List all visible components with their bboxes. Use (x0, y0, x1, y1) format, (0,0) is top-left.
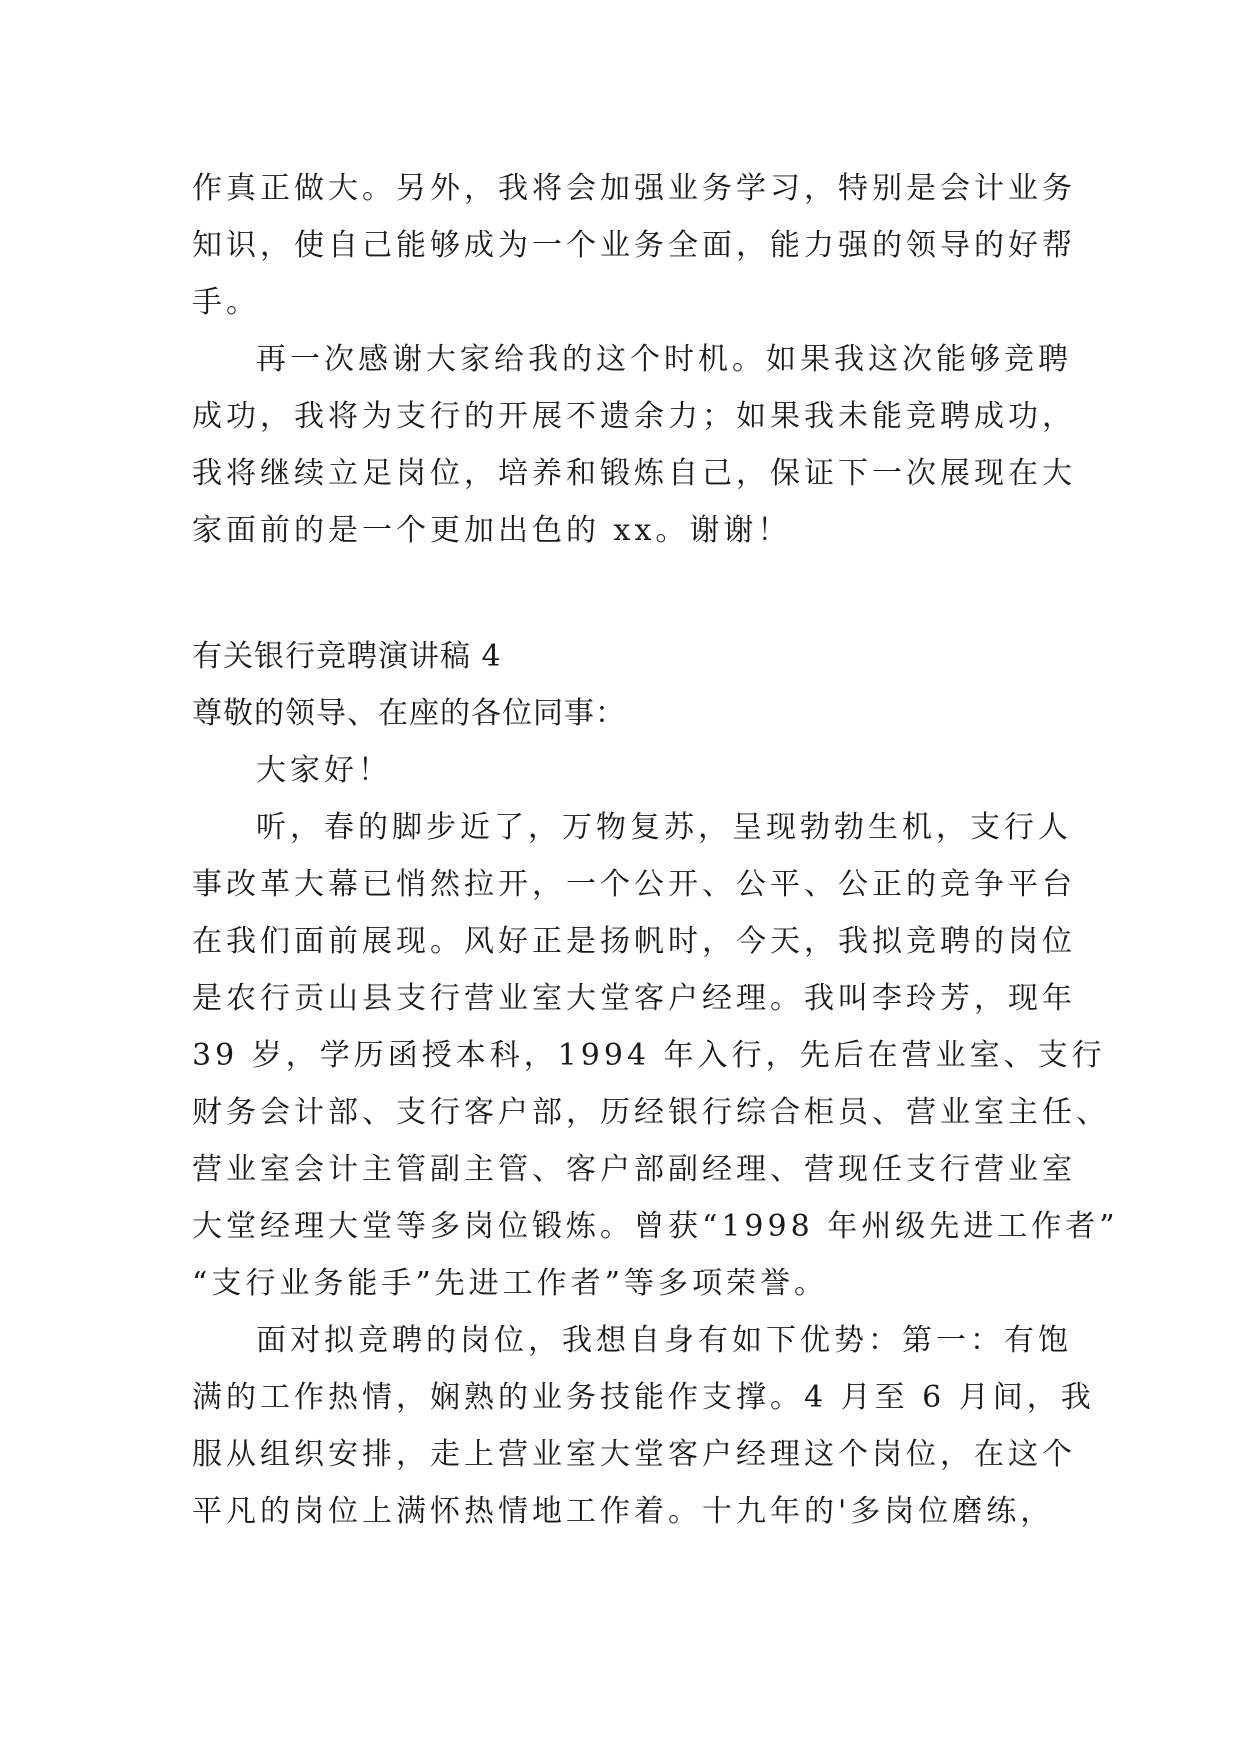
text-line: 在我们面前展现。风好正是扬帆时，今天，我拟竞聘的岗位 (192, 924, 1076, 959)
text-line: 面对拟竞聘的岗位，我想自身有如下优势：第一：有饱 (256, 1323, 1072, 1358)
text-line: 作真正做大。另外，我将会加强业务学习，特别是会计业务 (192, 171, 1076, 206)
text-line: 39 岁，学历函授本科，1994 年入行，先后在营业室、支行 (192, 1038, 1106, 1073)
paragraph-advantages (192, 1312, 1095, 1540)
section-spacer (192, 559, 1060, 628)
text-line: 家面前的是一个更加出色的 xx。谢谢！ (192, 513, 792, 548)
paragraph-thanks (192, 331, 1076, 559)
text-line: 是农行贡山县支行营业室大堂客户经理。我叫李玲芳，现年 (192, 981, 1076, 1016)
text-line: 再一次感谢大家给我的这个时机。如果我这次能够竞聘 (256, 342, 1072, 377)
text-line: 事改革大幕已悄然拉开，一个公开、公平、公正的竞争平台 (192, 867, 1076, 902)
text-line: 听，春的脚步近了，万物复苏，呈现勃勃生机，支行人 (256, 810, 1072, 845)
document-body (192, 160, 1119, 1540)
text-line: 平凡的岗位上满怀热情地工作着。十九年的'多岗位磨练， (192, 1494, 1055, 1529)
salutation: 尊敬的领导、在座的各位同事： (192, 696, 626, 731)
paragraph-closing-duties (192, 160, 1076, 331)
text-line: 成功，我将为支行的开展不遗余力；如果我未能竞聘成功， (192, 399, 1076, 434)
paragraph-introduction (192, 799, 1119, 1312)
text-line: 大堂经理大堂等多岗位锻炼。曾获“1998 年州级先进工作者” (192, 1209, 1119, 1244)
greeting: 大家好！ (256, 753, 392, 788)
text-line: “支行业务能手”先进工作者”等多项荣誉。 (192, 1266, 829, 1301)
text-line: 我将继续立足岗位，培养和锻炼自己，保证下一次展现在大 (192, 456, 1076, 491)
section-title: 有关银行竞聘演讲稿 4 (192, 639, 502, 674)
text-line: 手。 (192, 285, 260, 320)
text-line: 知识，使自己能够成为一个业务全面，能力强的领导的好帮 (192, 228, 1076, 263)
text-line: 满的工作热情，娴熟的业务技能作支撑。4 月至 6 月间，我 (192, 1380, 1095, 1415)
text-line: 财务会计部、支行客户部，历经银行综合柜员、营业室主任、 (192, 1095, 1110, 1130)
text-line: 服从组织安排，走上营业室大堂客户经理这个岗位，在这个 (192, 1437, 1076, 1472)
text-line: 营业室会计主管副主管、客户部副经理、营现任支行营业室 (192, 1152, 1076, 1187)
